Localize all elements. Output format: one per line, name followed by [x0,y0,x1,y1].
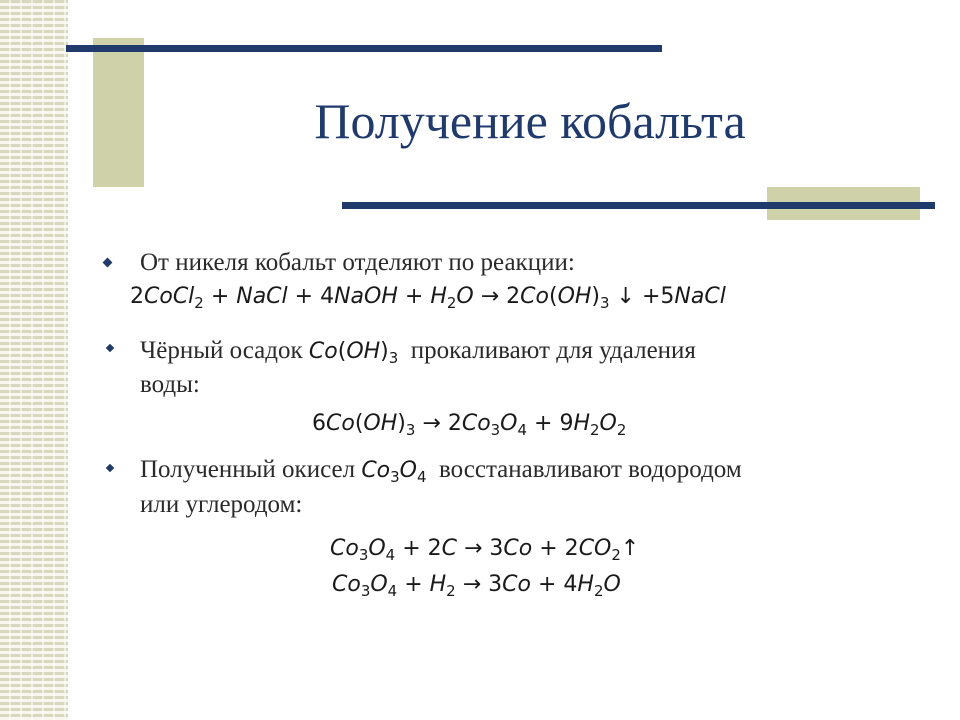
equation-carbon-reduction: $Co_3O_4 + 2C \to 3Co$ + $2CO_2↑$ [330,536,640,565]
decorative-olive-block-top [93,38,144,187]
bullet-2-text [140,336,696,367]
diamond-bullet-icon [106,464,114,472]
bullet-3-formula: $Co_3O_4$ [361,458,427,487]
diamond-bullet-icon [106,344,114,352]
decorative-stripe-strip [0,0,68,720]
bullet-2-continuation: воды: [140,371,200,398]
decorative-navy-bar-bottom [342,202,935,209]
slide-title: Получение кобальта [314,93,746,149]
bullet-2-formula: $Co(OH)_3$ [308,339,399,368]
equation-calcination: $6Co(OH)_3 \to 2Co_3O_4 + 9H_2O_2$ [312,411,627,440]
bullet-3-suffix: восстанавливают водородом [439,456,742,483]
bullet-2-suffix: прокаливают для удаления [410,337,696,364]
equation-hydrogen-reduction: $Co_3O_4 + H_2 \to 3Co + 4H_2O$ [332,572,621,601]
equation-cobalt-separation: 2CoCl$_2$ + NaCl + 4NaOH + $H_2O \to 2Co(OH)_3$ ↓ +5NaCl [130,284,726,313]
bullet-3-continuation: или углеродом: [140,491,303,518]
bullet-2-prefix: Чёрный осадок [140,337,303,364]
bullet-3-prefix: Полученный окисел [140,456,356,483]
decorative-navy-bar-top [66,45,662,52]
bullet-3-text [140,455,742,486]
diamond-bullet-icon [103,258,113,268]
bullet-1-text: От никеля кобальт отделяют по реакции: [140,249,575,276]
